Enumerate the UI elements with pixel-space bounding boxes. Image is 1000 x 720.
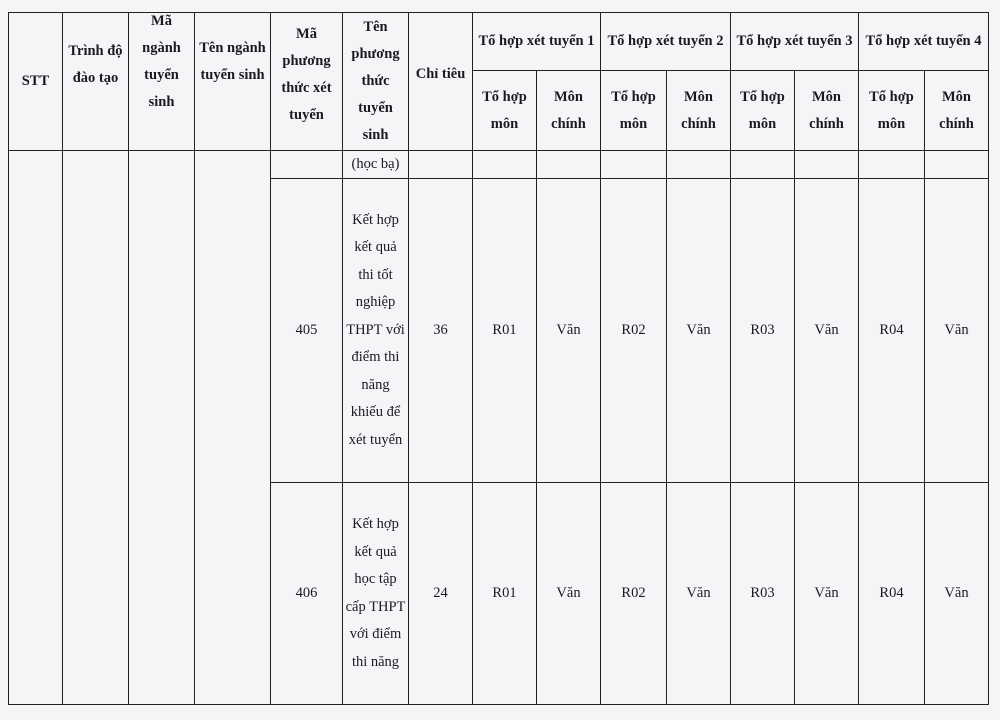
header-stt: STT: [9, 13, 63, 151]
to-hop-mon-cell: R02: [601, 483, 667, 705]
header-ten-phuong-thuc: Tên phương thức tuyển sinh: [343, 13, 409, 151]
mon-chinh-cell: Văn: [537, 483, 601, 705]
header-to-hop-mon-1: Tổ hợp môn: [473, 71, 537, 151]
mon-chinh-cell: Văn: [925, 179, 989, 483]
header-mon-chinh-4: Môn chính: [925, 71, 989, 151]
header-ma-nganh: Mã ngành tuyển sinh: [129, 13, 195, 151]
to-hop-mon-cell: R01: [473, 483, 537, 705]
header-chi-tieu: Chỉ tiêu: [409, 13, 473, 151]
header-to-hop-mon-3: Tổ hợp môn: [731, 71, 795, 151]
header-mon-chinh-2: Môn chính: [667, 71, 731, 151]
to-hop-mon-cell: R01: [473, 179, 537, 483]
mon-chinh-cell: Văn: [667, 179, 731, 483]
header-to-hop-mon-4: Tổ hợp môn: [859, 71, 925, 151]
mon-chinh-cell: Văn: [795, 483, 859, 705]
mon-chinh-cell: Văn: [667, 483, 731, 705]
header-ma-phuong-thuc: Mã phương thức xét tuyển: [271, 13, 343, 151]
carry-over-text: (học bạ): [343, 151, 409, 179]
ten-phuong-thuc-cell: Kết hợp kết quả học tập cấp THPT với điểm thi năng: [343, 483, 409, 705]
mon-chinh-cell: Văn: [795, 179, 859, 483]
table-row-carry-over: [9, 151, 989, 179]
header-to-hop-2: Tổ hợp xét tuyển 2: [601, 13, 731, 71]
mon-chinh-cell: Văn: [537, 179, 601, 483]
mon-chinh-cell: Văn: [925, 483, 989, 705]
to-hop-mon-cell: R02: [601, 179, 667, 483]
header-mon-chinh-1: Môn chính: [537, 71, 601, 151]
header-to-hop-mon-2: Tổ hợp môn: [601, 71, 667, 151]
ten-phuong-thuc-cell: Kết hợp kết quả thi tốt nghiệp THPT với điểm thi năng khiếu để xét tuyển: [343, 179, 409, 483]
to-hop-mon-cell: R03: [731, 483, 795, 705]
header-trinh-do: Trình độ đào tạo: [63, 13, 129, 151]
chi-tieu-cell: 24: [409, 483, 473, 705]
chi-tieu-cell: 36: [409, 179, 473, 483]
admission-table: [8, 12, 989, 705]
to-hop-mon-cell: R04: [859, 483, 925, 705]
to-hop-mon-cell: R04: [859, 179, 925, 483]
header-to-hop-4: Tổ hợp xét tuyển 4: [859, 13, 989, 71]
header-ten-nganh: Tên ngành tuyển sinh: [195, 13, 271, 151]
header-to-hop-1: Tổ hợp xét tuyển 1: [473, 13, 601, 71]
header-mon-chinh-3: Môn chính: [795, 71, 859, 151]
to-hop-mon-cell: R03: [731, 179, 795, 483]
ma-phuong-thuc-cell: 405: [271, 179, 343, 483]
ma-phuong-thuc-cell: 406: [271, 483, 343, 705]
header-to-hop-3: Tổ hợp xét tuyển 3: [731, 13, 859, 71]
